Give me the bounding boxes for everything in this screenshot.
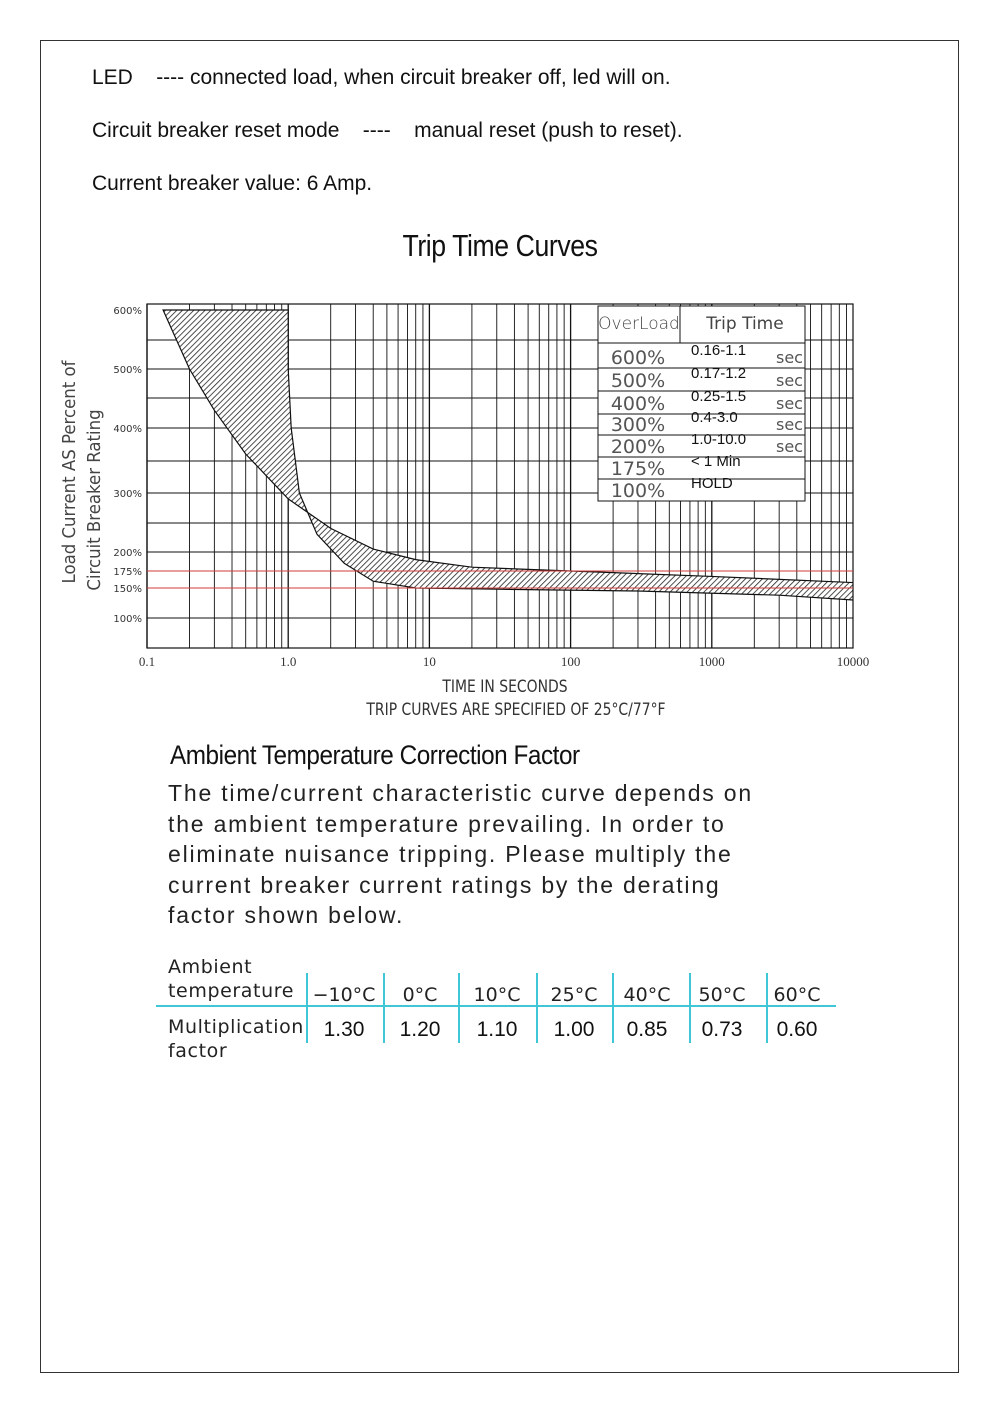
temperature-cell: 60°C — [773, 984, 821, 1006]
legend-unit: sec — [776, 371, 803, 390]
legend-trip-time-value: 0.17-1.2 — [691, 365, 747, 382]
legend-overload-value: 500% — [610, 370, 666, 392]
y-tick-label: 300% — [113, 489, 142, 500]
legend-trip-time-value: 0.25-1.5 — [691, 388, 747, 405]
legend-overload-value: 400% — [610, 393, 666, 415]
legend-trip-time-value: HOLD — [691, 475, 733, 492]
factor-cell: 1.20 — [399, 1018, 441, 1041]
y-tick-label: 175% — [113, 567, 142, 578]
x-tick-label: 10 — [422, 654, 436, 669]
reset-mode-line: Circuit breaker reset mode ---- manual reset (push to reset). — [92, 119, 683, 142]
legend-unit: sec — [776, 415, 803, 434]
y-axis-label: Load Current AS Percent of — [59, 360, 81, 584]
y-tick-label: 100% — [113, 614, 142, 625]
factor-cell: 0.73 — [701, 1018, 743, 1041]
led-info-line: LED ---- connected load, when circuit breaker off, led will on. — [92, 66, 671, 89]
x-axis-note: TRIP CURVES ARE SPECIFIED OF 25°C/77°F — [366, 699, 666, 720]
factor-cell: 1.30 — [323, 1018, 365, 1041]
legend-unit: sec — [776, 437, 803, 456]
paragraph-line: factor shown below. — [168, 902, 405, 928]
x-tick-label: 1000 — [698, 654, 725, 669]
legend-overload-value: 175% — [610, 458, 666, 480]
y-tick-label: 600% — [113, 306, 142, 317]
x-tick-label: 0.1 — [138, 654, 156, 669]
temperature-cell: 10°C — [473, 984, 521, 1006]
paragraph-line: the ambient temperature prevailing. In order to — [168, 810, 726, 837]
correction-title: Ambient Temperature Correction Factor — [170, 740, 580, 770]
y-axis-label: Circuit Breaker Rating — [84, 409, 106, 591]
legend-header-overload: OverLoad — [598, 314, 680, 334]
temperature-cell: 0°C — [402, 984, 438, 1006]
temperature-row-label: temperature — [168, 980, 295, 1002]
legend-trip-time-value: 1.0-10.0 — [691, 431, 747, 448]
paragraph-line: eliminate nuisance tripping. Please multiply the — [168, 841, 733, 867]
legend-overload-value: 600% — [610, 347, 666, 369]
temperature-cell: 25°C — [550, 984, 598, 1006]
legend-header-trip-time: Trip Time — [706, 314, 784, 334]
legend-overload-value: 300% — [610, 414, 666, 436]
legend-trip-time-value: 0.4-3.0 — [691, 409, 738, 426]
factor-row-label: factor — [168, 1040, 228, 1062]
x-tick-label: 100 — [560, 654, 581, 669]
temperature-cell: 40°C — [623, 984, 671, 1006]
x-axis-label: TIME IN SECONDS — [442, 676, 568, 697]
factor-cell: 1.00 — [553, 1018, 595, 1041]
paragraph-line: The time/current characteristic curve depends on — [168, 780, 753, 806]
chart-title: Trip Time Curves — [402, 228, 598, 263]
legend-trip-time-value: < 1 Min — [691, 453, 741, 470]
paragraph-line: current breaker current ratings by the derating — [168, 871, 721, 898]
temperature-cell: −10°C — [312, 984, 376, 1006]
y-tick-label: 500% — [113, 365, 142, 376]
x-tick-label: 10000 — [836, 654, 870, 669]
breaker-value-line: Current breaker value: 6 Amp. — [92, 172, 373, 195]
legend-unit: sec — [776, 348, 803, 367]
factor-cell: 1.10 — [476, 1018, 518, 1041]
temperature-row-label: Ambient — [168, 956, 253, 978]
legend-unit: sec — [776, 394, 803, 413]
x-tick-label: 1.0 — [280, 654, 297, 669]
factor-cell: 0.60 — [776, 1018, 818, 1041]
y-tick-label: 200% — [113, 548, 142, 559]
factor-cell: 0.85 — [626, 1018, 668, 1041]
legend-trip-time-value: 0.16-1.1 — [691, 342, 747, 359]
legend-overload-value: 100% — [610, 480, 666, 502]
y-tick-label: 400% — [113, 424, 142, 435]
legend-overload-value: 200% — [610, 436, 666, 458]
y-tick-label: 150% — [113, 584, 142, 595]
temperature-cell: 50°C — [698, 984, 746, 1006]
factor-row-label: Multiplication — [168, 1016, 304, 1038]
